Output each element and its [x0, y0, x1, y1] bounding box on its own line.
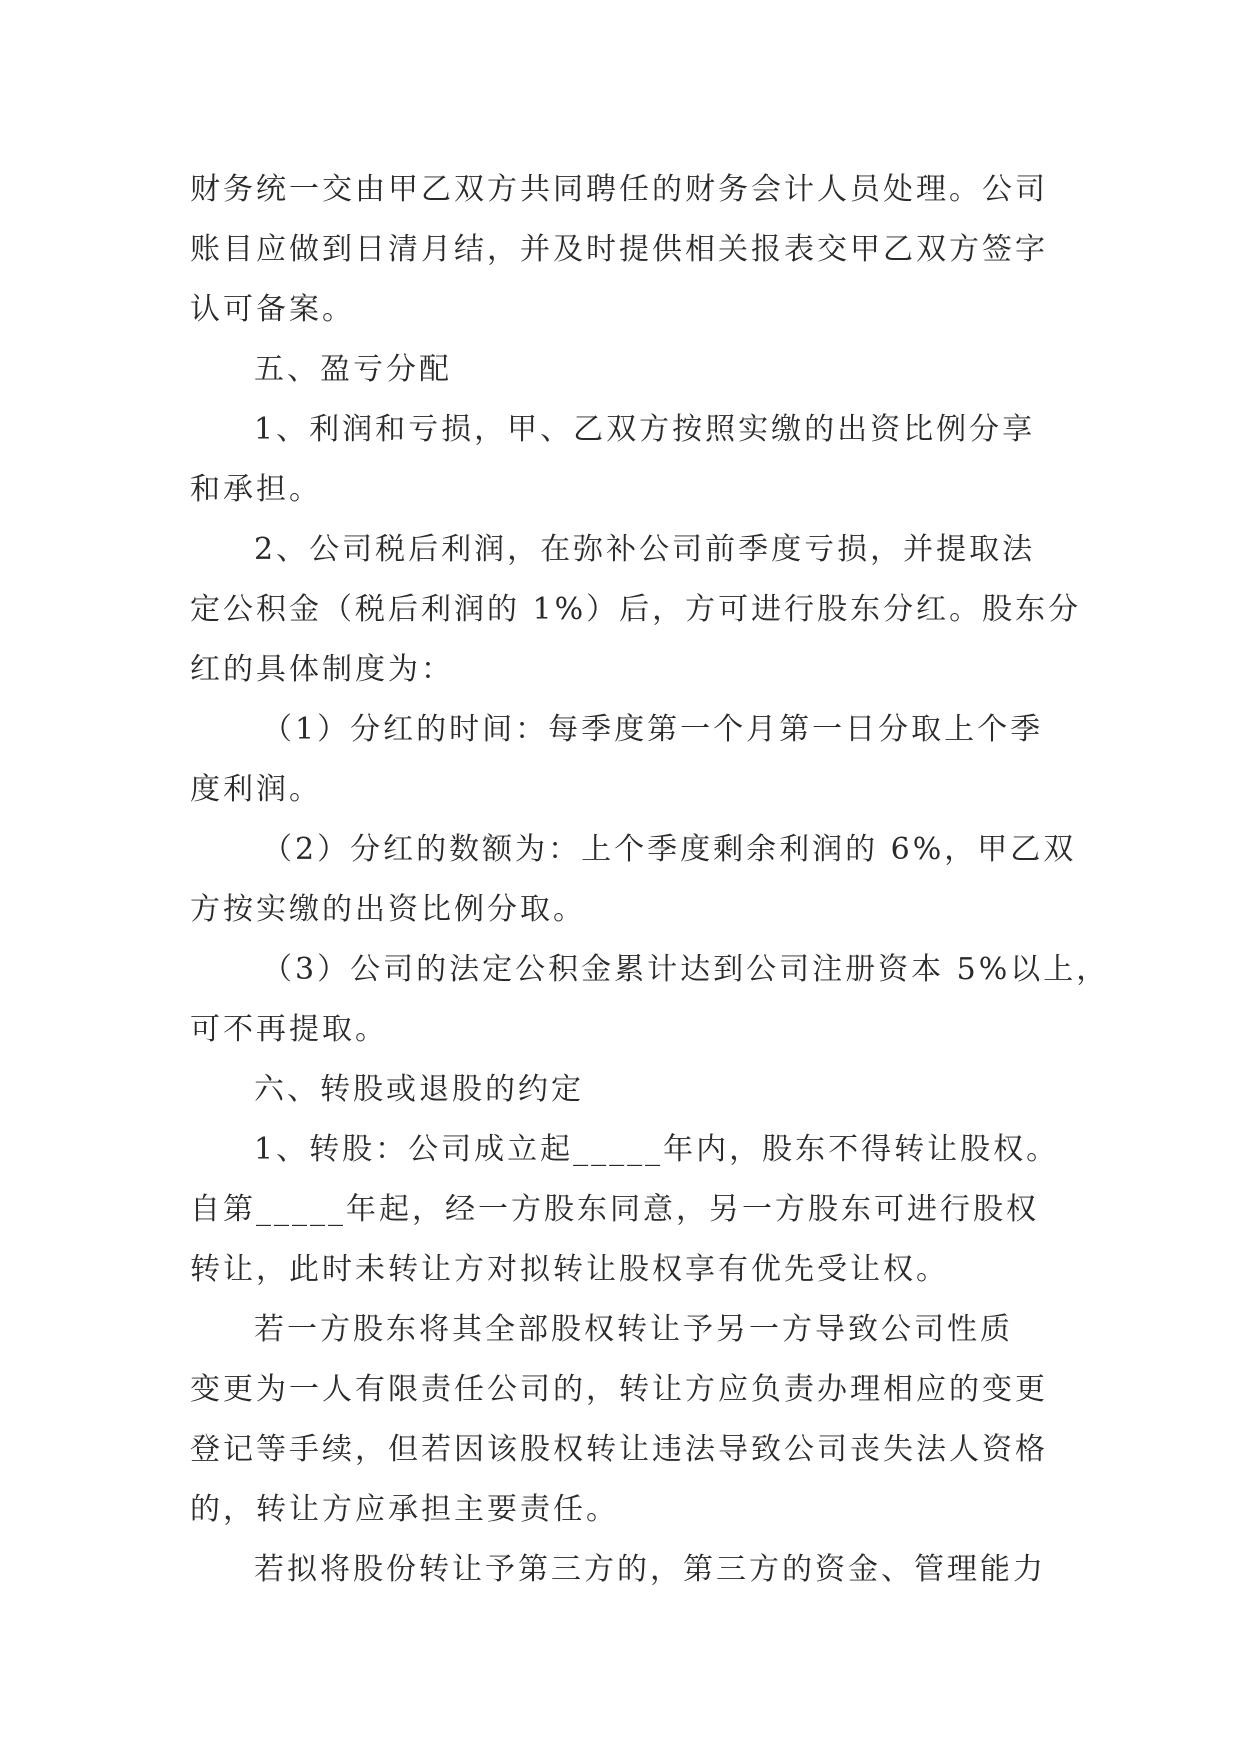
text-line: （2）分红的数额为：上个季度剩余利润的 6%，甲乙双: [262, 832, 1077, 867]
text-line: 1、利润和亏损，甲、乙双方按照实缴的出资比例分享: [254, 412, 1036, 447]
section-heading: 五、盈亏分配: [254, 352, 452, 387]
text-line: 转让，此时未转让方对拟转让股权享有优先受让权。: [190, 1252, 949, 1287]
text-line: （3）公司的法定公积金累计达到公司注册资本 5%以上，: [262, 952, 1110, 987]
text-line: 2、公司税后利润，在弥补公司前季度亏损，并提取法: [254, 532, 1036, 567]
text-line: 财务统一交由甲乙双方共同聘任的财务会计人员处理。公司: [190, 172, 1048, 207]
text-line: 自第_____年起，经一方股东同意，另一方股东可进行股权: [190, 1192, 1039, 1227]
text-line: 红的具体制度为：: [190, 652, 454, 687]
section-heading: 六、转股或退股的约定: [254, 1072, 584, 1107]
text-line: 度利润。: [190, 772, 322, 807]
text-line: （1）分红的时间：每季度第一个月第一日分取上个季: [262, 712, 1044, 747]
text-line: 若一方股东将其全部股权转让予另一方导致公司性质: [254, 1312, 1013, 1347]
text-line: 可不再提取。: [190, 1012, 388, 1047]
document-body: [190, 160, 1110, 1600]
text-line: 变更为一人有限责任公司的，转让方应负责办理相应的变更: [190, 1372, 1048, 1407]
text-line: 的，转让方应承担主要责任。: [190, 1492, 619, 1527]
text-line: 登记等手续，但若因该股权转让违法导致公司丧失法人资格: [190, 1432, 1048, 1467]
text-line: 账目应做到日清月结，并及时提供相关报表交甲乙双方签字: [190, 232, 1048, 267]
text-line: 定公积金（税后利润的 1%）后，方可进行股东分红。股东分: [190, 592, 1082, 627]
text-line: 若拟将股份转让予第三方的，第三方的资金、管理能力: [254, 1552, 1046, 1587]
text-line: 方按实缴的出资比例分取。: [190, 892, 586, 927]
text-line: 和承担。: [190, 472, 322, 507]
text-line: 认可备案。: [190, 292, 355, 327]
text-line: 1、转股：公司成立起_____年内，股东不得转让股权。: [254, 1132, 1060, 1167]
